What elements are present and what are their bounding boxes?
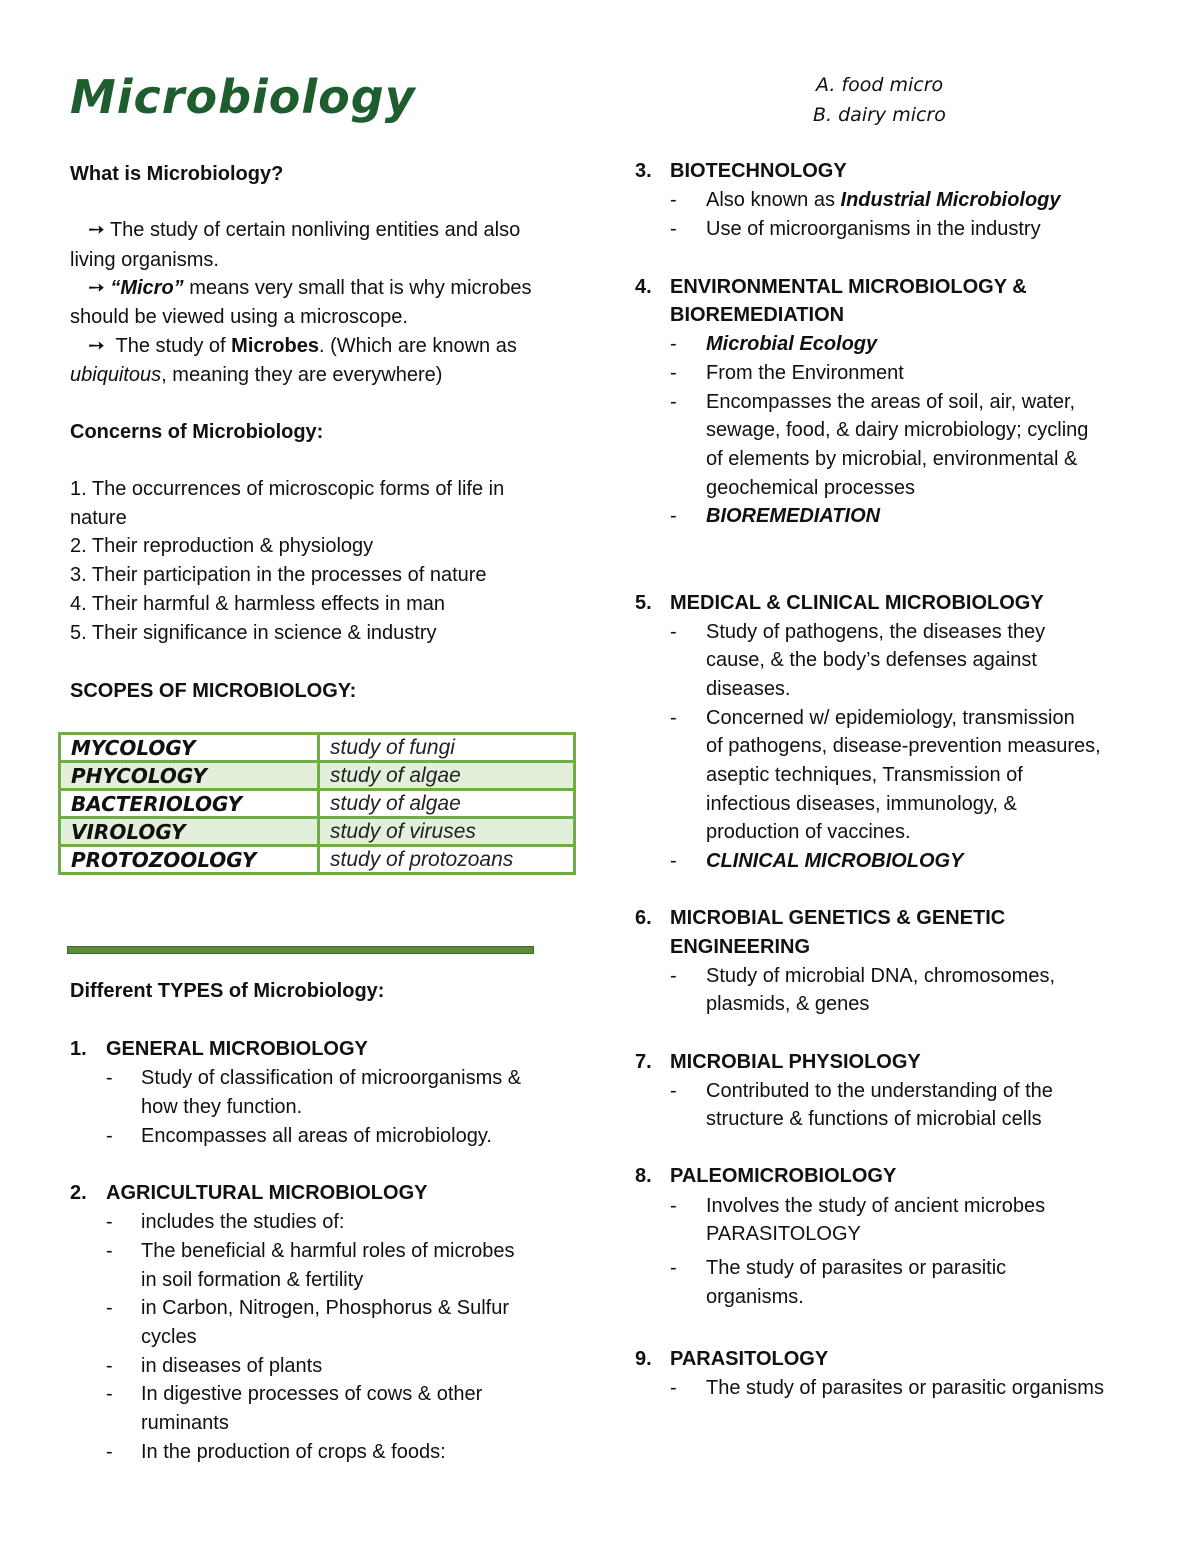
type-title: BIOREMEDIATION (670, 304, 845, 326)
list-item: plasmids, & genes (706, 993, 870, 1015)
list-item: in diseases of plants (141, 1355, 323, 1377)
arrow-icon: ➙ (88, 277, 105, 299)
sub-item-a: A. food micro (816, 74, 944, 96)
scope-name: PHYCOLOGY (60, 762, 319, 790)
scope-desc: study of viruses (319, 818, 575, 846)
type-number: 6. (635, 907, 652, 929)
list-item: Encompasses all areas of microbiology. (141, 1125, 492, 1147)
bullet-dash: - (670, 1257, 677, 1279)
bullet-dash: - (106, 1355, 113, 1377)
scope-desc: study of fungi (319, 734, 575, 762)
list-item: In the production of crops & foods: (141, 1441, 446, 1463)
list-item: Encompasses the areas of soil, air, water, (706, 391, 1076, 413)
list-item: in soil formation & fertility (141, 1269, 364, 1291)
type-number: 1. (70, 1038, 87, 1060)
concern-item: 5. Their significance in science & industry (70, 622, 437, 644)
list-item: Study of classification of microorganisms & (141, 1067, 522, 1089)
scope-desc: study of protozoans (319, 846, 575, 874)
list-item: includes the studies of: (141, 1211, 345, 1233)
list-item: in Carbon, Nitrogen, Phosphorus & Sulfur (141, 1297, 509, 1319)
type-title: PALEOMICROBIOLOGY (670, 1165, 897, 1187)
type-number: 3. (635, 160, 652, 182)
bullet-dash: - (670, 218, 677, 240)
definition-line-2b: should be viewed using a microscope. (70, 306, 408, 328)
table-row (60, 762, 575, 790)
table-row (60, 790, 575, 818)
type-number: 8. (635, 1165, 652, 1187)
type-number: 4. (635, 276, 652, 298)
list-item: Study of microbial DNA, chromosomes, (706, 965, 1056, 987)
type-title: GENERAL MICROBIOLOGY (106, 1038, 368, 1060)
bullet-dash: - (670, 965, 677, 987)
concern-item: 3. Their participation in the processes of nature (70, 564, 487, 586)
scope-desc: study of algae (319, 790, 575, 818)
type-number: 2. (70, 1182, 87, 1204)
bullet-dash: - (670, 850, 677, 872)
bullet-dash: - (670, 189, 677, 211)
list-item: of elements by microbial, environmental & (706, 448, 1078, 470)
bullet-dash: - (670, 362, 677, 384)
list-item: organisms. (706, 1286, 804, 1308)
bullet-dash: - (670, 391, 677, 413)
bullet-dash: - (106, 1383, 113, 1405)
sub-item-b: B. dairy micro (813, 104, 946, 126)
bullet-dash: - (106, 1125, 113, 1147)
list-item: In digestive processes of cows & other (141, 1383, 483, 1405)
scope-desc: study of algae (319, 762, 575, 790)
table-row (60, 846, 575, 874)
bullet-dash: - (106, 1240, 113, 1262)
list-item: Concerned w/ epidemiology, transmission (706, 707, 1075, 729)
section-divider (67, 946, 534, 954)
type-number: 7. (635, 1051, 652, 1073)
concern-item: 4. Their harmful & harmless effects in man (70, 593, 445, 615)
bullet-dash: - (670, 1195, 677, 1217)
definition-line-2: ➙ “Micro” means very small that is why microbes (88, 277, 532, 299)
type-title: ENGINEERING (670, 936, 811, 958)
list-item: BIOREMEDIATION (706, 505, 881, 527)
bullet-dash: - (106, 1441, 113, 1463)
bullet-dash: - (106, 1297, 113, 1319)
scopes-heading: SCOPES OF MICROBIOLOGY: (70, 680, 357, 702)
type-title: AGRICULTURAL MICROBIOLOGY (106, 1182, 428, 1204)
type-title: ENVIRONMENTAL MICROBIOLOGY & (670, 276, 1027, 298)
list-item: From the Environment (706, 362, 904, 384)
concerns-heading: Concerns of Microbiology: (70, 421, 324, 443)
bullet-dash: - (106, 1067, 113, 1089)
list-item: of pathogens, disease-prevention measures, (706, 735, 1101, 757)
list-item: Study of pathogens, the diseases they (706, 621, 1046, 643)
arrow-icon: ➙ (88, 335, 105, 357)
what-is-heading: What is Microbiology? (70, 163, 284, 185)
table-row (60, 734, 575, 762)
scope-name: VIROLOGY (60, 818, 319, 846)
list-item: PARASITOLOGY (706, 1223, 861, 1245)
list-item: Also known as Industrial Microbiology (706, 189, 1061, 211)
concern-item: 1. The occurrences of microscopic forms of life in (70, 478, 505, 500)
list-item: The beneficial & harmful roles of microbes (141, 1240, 515, 1262)
concern-item: nature (70, 507, 127, 529)
bullet-dash: - (670, 505, 677, 527)
table-row (60, 818, 575, 846)
definition-line-1b: living organisms. (70, 249, 219, 271)
list-item: CLINICAL MICROBIOLOGY (706, 850, 964, 872)
list-item: cycles (141, 1326, 197, 1348)
type-title: BIOTECHNOLOGY (670, 160, 847, 182)
list-item: ruminants (141, 1412, 229, 1434)
type-number: 9. (635, 1348, 652, 1370)
scope-name: MYCOLOGY (60, 734, 319, 762)
list-item: production of vaccines. (706, 821, 911, 843)
list-item: Microbial Ecology (706, 333, 878, 355)
list-item: The study of parasites or parasitic organisms (706, 1377, 1104, 1399)
list-item: cause, & the body’s defenses against (706, 649, 1037, 671)
definition-line-1: ➙ The study of certain nonliving entities and also (88, 219, 521, 241)
list-item: diseases. (706, 678, 791, 700)
bullet-dash: - (670, 707, 677, 729)
list-item: sewage, food, & dairy microbiology; cycling (706, 419, 1089, 441)
scope-name: BACTERIOLOGY (60, 790, 319, 818)
page-title: Microbiology (70, 70, 416, 124)
scopes-table (58, 732, 576, 875)
arrow-icon: ➙ (88, 219, 105, 241)
concern-item: 2. Their reproduction & physiology (70, 535, 374, 557)
list-item: Contributed to the understanding of the (706, 1080, 1053, 1102)
types-heading: Different TYPES of Microbiology: (70, 980, 385, 1002)
bullet-dash: - (670, 333, 677, 355)
definition-line-3: ➙ The study of Microbes. (Which are known as (88, 335, 517, 357)
list-item: infectious diseases, immunology, & (706, 793, 1017, 815)
list-item: geochemical processes (706, 477, 915, 499)
list-item: Use of microorganisms in the industry (706, 218, 1041, 240)
type-title: MEDICAL & CLINICAL MICROBIOLOGY (670, 592, 1044, 614)
list-item: Involves the study of ancient microbes (706, 1195, 1046, 1217)
bullet-dash: - (670, 1080, 677, 1102)
bullet-dash: - (670, 1377, 677, 1399)
bullet-dash: - (106, 1211, 113, 1233)
list-item: The study of parasites or parasitic (706, 1257, 1007, 1279)
type-title: MICROBIAL GENETICS & GENETIC (670, 907, 1006, 929)
list-item: how they function. (141, 1096, 303, 1118)
type-title: PARASITOLOGY (670, 1348, 829, 1370)
definition-line-3b: ubiquitous, meaning they are everywhere) (70, 364, 443, 386)
list-item: aseptic techniques, Transmission of (706, 764, 1023, 786)
type-title: MICROBIAL PHYSIOLOGY (670, 1051, 921, 1073)
list-item: structure & functions of microbial cells (706, 1108, 1042, 1130)
scope-name: PROTOZOOLOGY (60, 846, 319, 874)
type-number: 5. (635, 592, 652, 614)
bullet-dash: - (670, 621, 677, 643)
